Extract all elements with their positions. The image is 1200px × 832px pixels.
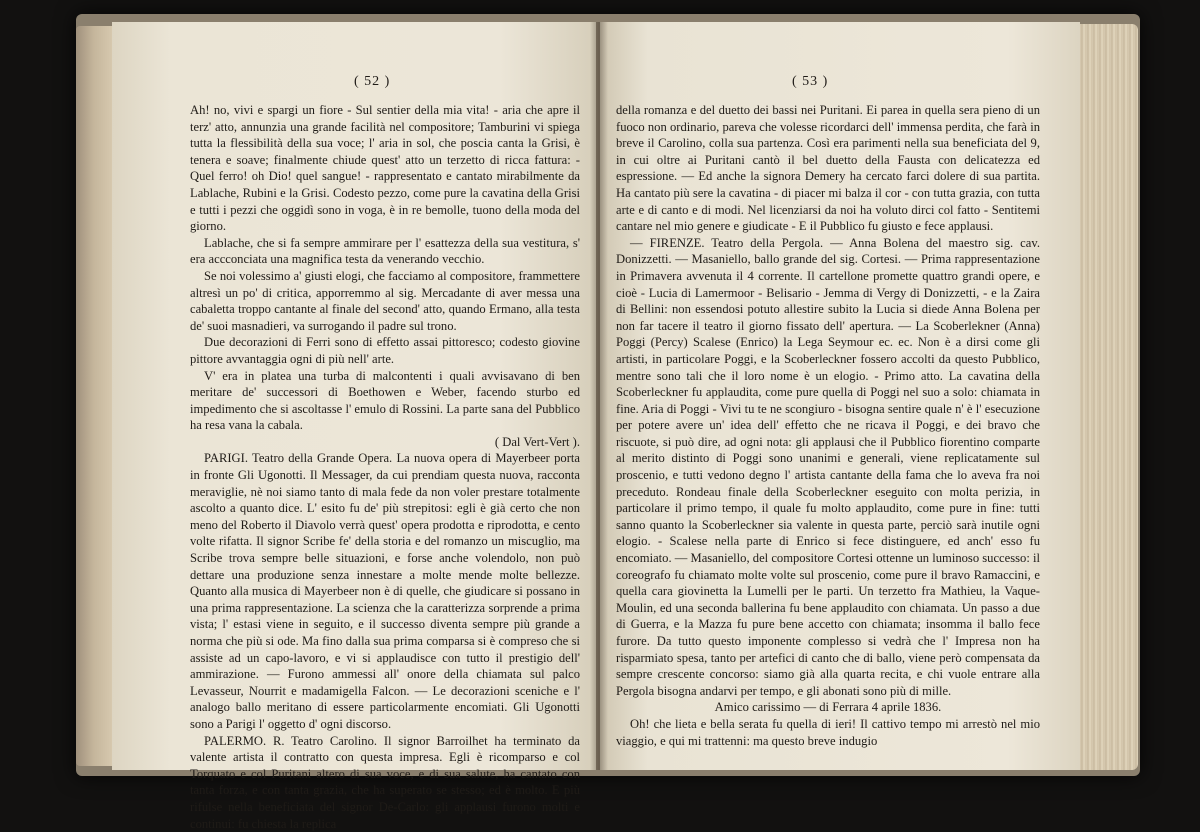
left-page-text (190, 102, 580, 832)
paragraph: Ah! no, vivi e spargi un fiore - Sul sentier della mia vita! - aria che apre il terz' atto, annunzia una grande facilità nel compositore; Tamburini vi spiega tutta la flessibilità della sua voce; l' aria in sol, che poscia canta la Grisi, è tenera e soave; finalmente chiude quest' atto un terzetto di ricca fattura: - Quel ferro! oh Dio! quel sangue! - rappresentato e cantato mirabilmente da Lablache, Rubini e la Grisi. Codesto pezzo, come pure la cavatina della Grisi e tutti i pezzi che oggidì sono in voga, è in re bemolle, tuono della moda del giorno. (190, 103, 580, 234)
paragraph: Due decorazioni di Ferri sono di effetto assai pittoresco; codesto giovine pittore avvantaggia ogni di più nell' arte. (190, 335, 580, 366)
book-cover-left (76, 26, 112, 766)
paragraph: Se noi volessimo a' giusti elogi, che facciamo al compositore, frammettere altresì un po' di critica, apporremmo al sig. Mercadante di aver messa una cabaletta troppo cantante al finale del second' atto, quando Ermano, alla testa de' suoi masnadieri, va surrogando il padre sul trono. (190, 268, 580, 333)
book-gutter (590, 22, 608, 770)
source-attribution: ( Dal Vert-Vert ). (494, 434, 580, 449)
paragraph: V' era in platea una turba di malcontenti i quali avvisavano di ben meritare de' successori di Boethowen e Weber, facendo sturbo ed impedimento che si ascoltasse l' emulo di Rossini. La parte sana del Pubblico ha resa vana la cabala. (190, 368, 580, 433)
paragraph: — FIRENZE. Teatro della Pergola. — Anna Bolena del maestro sig. cav. Donizzetti. — Masaniello, ballo grande del sig. Cortesi. — Prima rappresentazione in Primavera avvenuta il 4 corrente. Il cartellone promette quattro grandi opere, e cioè - Lucia di Lamermoor - Belisario - Jemma di Vergy di Donizzetti, - e la Zaira di Bellini: non essendosi potuto allestire subito la Lucia si diede Anna Bolena per non far tacere il teatro il giorno fissato dell' apertura. — La Scoberlekner (Anna) Poggi (Percy) Scalese (Enrico) la Lega Seymour ec. ec. Non è a dirsi come gli artisti, in particolare Poggi, e la Scoberleckner fossero accolti da questo Pubblico, mentre sono tali che il loro nome è un elogio. - Primo atto. La cavatina della Scoberleckner fu applaudita, come pure quella di Poggi nel suo a solo: chiamata in fine. Aria di Poggi - Vivi tu te ne scongiuro - bisogna sentire quale n' è l' esecuzione per potere avere un' idea dell' effetto che ne ricava il Poggi, e dei bravo che riscuote, si può dire, ad ogni nota: gli applausi che il Pubblico fiorentino comparte al merito distinto di Poggi sono unanimi e generali, viene replicatamente sul proscenio, e tutti vedono degno l' artista cantante della fama che lo aveva fra noi preceduto. Rondeau finale della Scoberleckner eseguito con molta perizia, in particolare il primo tempo, il quale fu molto applaudito, come pure in fine: tutti sanno quanto la Scoberleckner sia valente in questa parte, perciò sarà inutile ogni elogio. - Scalese nella parte di Enrico si fece distinguere, ed anch' esso fu encomiato. — Masaniello, del compositore Cortesi ottenne un luminoso successo: il coreografo fu chiamato molte volte sul proscenio, come pure il bravo Ramaccini, e quella cara giovinetta la Lumelli per le parti. Un terzetto fra Mathieu, la Vaque-Moulin, ed una seconda ballerina fu bene applaudito con chiamata. Un passo a due di Guerra, e la Mazza fu pure bene accetto con chiamata; insomma il ballo fece furore. Da tutto questo imponente complesso si vedrà che l' Impresa non ha risparmiato spesa, tanto per artefici di canto che di ballo, viene però compensata da sempre crescente concorso: siamo già alla quarta recita, e chi vuole entrare alla Pergola bisogna andarvi per tempo, e gli abonati sono più di mille. (616, 235, 1040, 698)
paragraph: Oh! che lieta e bella serata fu quella di ieri! Il cattivo tempo mi arrestò nel mio viaggio, e qui mi trattenni: ma questo breve indugio (616, 716, 1040, 748)
paragraph: PARIGI. Teatro della Grande Opera. La nuova opera di Mayerbeer porta in fronte Gli Ugonotti. Il Messager, da cui prendiam questa nuova, racconta meraviglie, nè noi siamo tanto di mala fede da non voler prestare totalmente ascolto a quanto dice. L' esito fu de' più strepitosi: egli è già certo che non meno del Roberto il Diavolo verrà quest' opera prodotta e riprodotta, e cento volte rifatta. Il signor Scribe fe' della storia e del romanzo un miscuglio, ma Scribe trova sempre belle situazioni, e forse anche volendolo, non può dettare una produzione senza innestare a molte mende molte bellezze. Quanto alla musica di Mayerbeer non è di quelle, che giudicare si possano in una prima rappresentazione. La scienza che la caratterizza sorprende a prima vista; l' estasi viene in seguito, e il successo diventa sempre più grande a norma che più si ode. Ma fino dalla sua prima comparsa si è compreso che si assiste ad un capo-lavoro, e vi si applaudisce con tutto il prestigio dell' ammirazione. — Furono ammessi all' onore della chiamata sul palco Levasseur, Nourrit e madamigella Falcon. — Le decorazioni sceniche e l' analogo ballo meritano di essere particolarmente encomiati. Gli Ugonotti sono a Parigi l' oggetto d' ogni discorso. (190, 451, 580, 731)
paragraph: della romanza e del duetto dei bassi nei Puritani. Ei parea in quella sera pieno di un fuoco non ordinario, pareva che volesse ricordarci dell' immensa perdita, che farà in breve il Carolino, colla sua partenza. Così era parimenti nella sua beneficiata del 9, in cui oltre ai Puritani cantò il bel duetto della Fausta con delicatezza ed espressione. — Ed anche la signora Demery ha cercato farci dolere di sua partita. Ha cantato più sere la cavatina - di piacer mi balza il cor - con tutta grazia, con tutta arte e di canto e di modi. Nel licenziarsi da noi ha voluto dirci col fatto - Sentitemi cantare nel mio genere e giudicate - E il Pubblico fu giusto e fece applausi. (616, 103, 1040, 234)
right-page-text (616, 102, 1040, 749)
letter-heading: Amico carissimo — di Ferrara 4 aprile 1836. (714, 700, 942, 715)
page-number: ( 53 ) (792, 74, 829, 89)
left-page (112, 22, 596, 831)
paragraph: PALERMO. R. Teatro Carolino. Il signor Barroilhet ha terminato da valente artista il contratto con questa impresa. Egli è ricomparso e col Torquato e col Puritani altero di sua voce, e di sua salute, ha cantato con tanta forza, e con tanta grazia, che ha superato se stesso; ed è molto. E più rifulse nella beneficiata del signor De-Carlo: gli applausi furono molti e continui: fu chiesta la replica (190, 733, 580, 831)
page-edges-right (1080, 24, 1138, 770)
right-page (600, 22, 1080, 770)
page-number: ( 52 ) (354, 74, 391, 89)
paragraph: Lablache, che si fa sempre ammirare per l' esattezza della sua vestitura, s' era accconciata una magnifica testa da venerando vecchio. (190, 235, 580, 267)
